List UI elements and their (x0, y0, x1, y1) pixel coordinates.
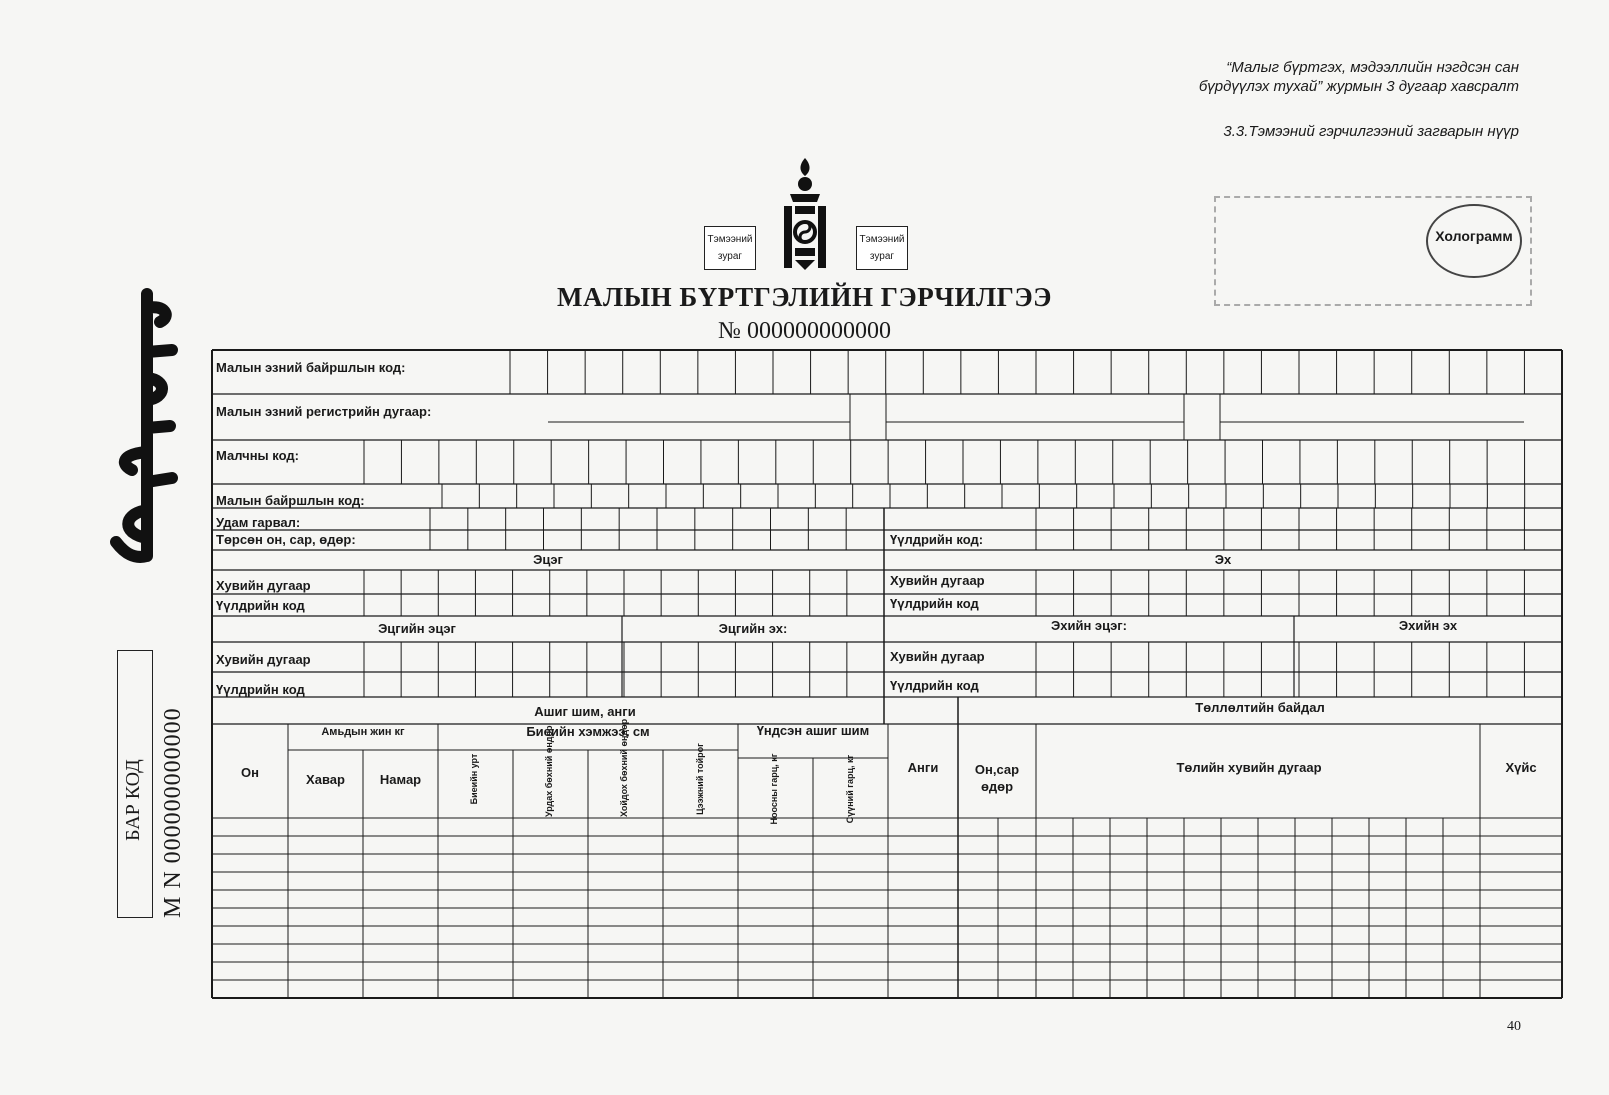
emblem-left-tag-line2: зураг (717, 251, 743, 262)
class-column-header: Анги (907, 760, 939, 775)
breed-code-label: Үүлдрийн код: (890, 532, 984, 547)
barcode-number: M N 000000000000 (160, 707, 186, 918)
reproduction-heading: Төллөлтийн байдал (1195, 700, 1325, 715)
productivity-heading: Ашиг шим, анги (534, 704, 636, 719)
grand-dam-breed-code-label: Үүлдрийн код (890, 678, 979, 693)
form-template-label: 3.3.Тэмээний гэрчилгээний загварын нүүр (1223, 123, 1519, 140)
live-weight-header: Амьдын жин кг (321, 726, 405, 738)
barcode-label: БАР КОД (122, 759, 144, 841)
body-size-header: Биеийн хэмжээ, см (526, 724, 650, 739)
owner-register-label: Малын эзний регистрийн дугаар: (216, 404, 432, 419)
sire-dam-heading: Эцгийн эх: (718, 621, 788, 636)
front-hump-height-header: Урдах бөхний өндөр (544, 725, 554, 817)
rear-hump-height-header: Хойдох бөхний өндөр (619, 718, 629, 817)
sex-column-header: Хүйс (1505, 760, 1537, 775)
chest-girth-header: Цээжний тойрог (695, 743, 705, 815)
dam-individual-number-label: Хувийн дугаар (890, 573, 985, 588)
certificate-number: № 000000000000 (718, 318, 891, 344)
offspring-id-header: Төлийн хувийн дугаар (1176, 760, 1322, 775)
animal-location-code-label: Малын байршлын код: (216, 493, 365, 508)
herder-code-label: Малчны код: (216, 448, 299, 463)
emblem-right-tag-line1: Тэмээний (859, 234, 905, 245)
sire-breed-code-label: Үүлдрийн код (216, 598, 305, 613)
hologram-seal: Холограмм (1426, 204, 1522, 278)
date-column-header: Он,сар өдөр (974, 762, 1020, 794)
sire-individual-number-label: Хувийн дугаар (216, 578, 311, 593)
grand-sire-breed-code-label: Үүлдрийн код (216, 682, 305, 697)
page-number: 40 (1507, 1019, 1521, 1034)
emblem-left-tag-line1: Тэмээний (707, 234, 753, 245)
page-title: МАЛЫН БҮРТГЭЛИЙН ГЭРЧИЛГЭЭ (557, 282, 1052, 312)
emblem-right-tag-line2: зураг (869, 251, 895, 262)
dam-dam-heading: Эхийн эх (1398, 618, 1458, 633)
sire-sire-heading: Эцгийн эцэг (378, 621, 456, 636)
annex-line-2: бүрдүүлэх тухай” журмын 3 дугаар хавсралт (1198, 78, 1519, 95)
grand-sire-individual-number-label: Хувийн дугаар (216, 652, 311, 667)
main-product-header: Үндсэн ашиг шим (756, 723, 870, 738)
grand-dam-individual-number-label: Хувийн дугаар (890, 649, 985, 664)
autumn-column-header: Намар (379, 772, 422, 787)
birth-date-label: Төрсөн он, сар, өдөр: (216, 532, 356, 547)
owner-location-code-label: Малын эзний байршлын код: (216, 360, 406, 375)
wool-yield-header: Ноосны гарц, кг (769, 753, 779, 825)
dam-heading: Эх (1214, 552, 1232, 567)
pedigree-label: Удам гарвал: (216, 515, 301, 530)
dam-sire-heading: Эхийн эцэг: (1050, 618, 1128, 633)
body-length-header: Биеийн урт (469, 753, 479, 805)
spring-column-header: Хавар (306, 772, 345, 787)
dam-breed-code-label: Үүлдрийн код (890, 596, 979, 611)
sire-heading: Эцэг (533, 552, 563, 567)
milk-yield-header: Сүүний гарц, кг (845, 754, 855, 824)
annex-line-1: “Малыг бүртгэх, мэдээллийн нэгдсэн сан (1226, 59, 1519, 76)
year-column-header: Он (241, 765, 259, 780)
